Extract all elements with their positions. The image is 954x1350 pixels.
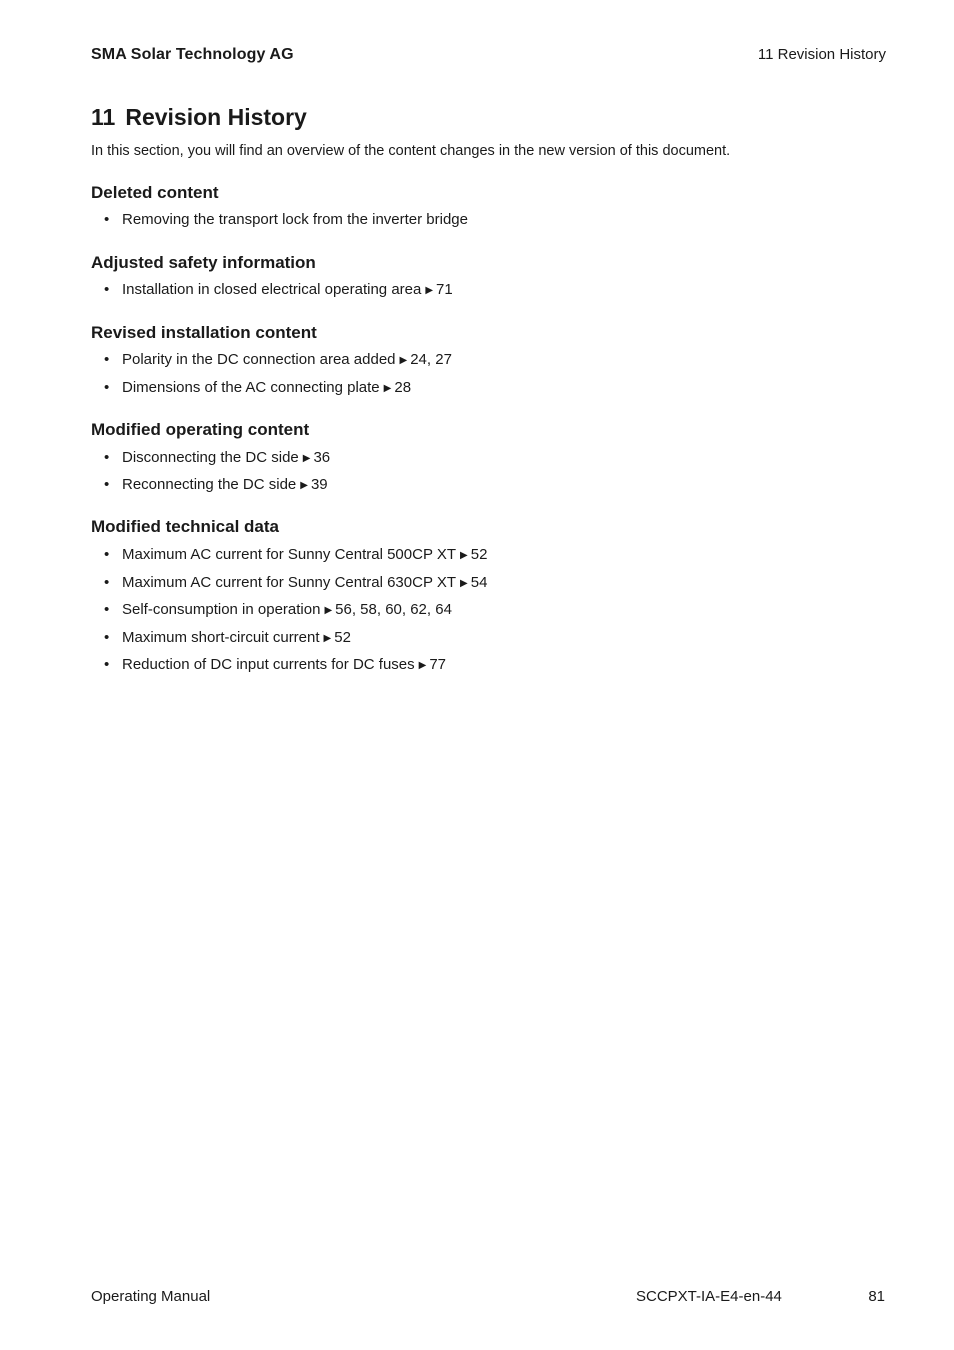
list-item [104,601,452,618]
list-item [104,574,487,591]
list-item-text: Maximum short-circuit current [122,629,320,646]
section-title-modified-technical-data: Modified technical data [91,517,279,536]
list-item-text: Maximum AC current for Sunny Central 630CP XT [122,574,457,591]
bullet-icon: • [104,629,110,646]
list-item-text: Reduction of DC input currents for DC fuses [122,656,415,673]
section-title-deleted-content: Deleted content [91,183,219,202]
page-title [91,104,307,131]
page-ref-arrow-icon: ▶ [425,285,434,296]
page-ref-arrow-icon: ▶ [418,660,427,671]
section-title-modified-operating: Modified operating content [91,420,310,439]
list-item [104,379,411,396]
list-item [104,546,487,563]
bullet-icon: • [104,351,110,368]
bullet-icon: • [104,211,110,228]
chapter-title: Revision History [125,104,307,130]
bullet-icon: • [104,601,110,618]
footer-doc-type: Operating Manual [91,1288,211,1305]
list-item-text: Dimensions of the AC connecting plate [122,379,380,396]
page-ref-link[interactable]: 77 [429,656,447,673]
bullet-icon: • [104,281,110,298]
page-ref-arrow-icon: ▶ [323,633,332,644]
list-item [104,656,446,673]
chapter-number: 11 [91,104,116,130]
footer-doc-code: SCCPXT-IA-E4-en-44 [636,1288,782,1305]
list-item [104,476,328,493]
page-ref-arrow-icon: ▶ [460,578,468,589]
list-item [104,211,468,228]
page-ref-link[interactable]: 54 [470,574,488,591]
bullet-icon: • [104,379,110,396]
list-item [104,449,330,466]
list-item-text: Installation in closed electrical operating area [122,281,422,298]
list-item-text: Removing the transport lock from the inverter bridge [122,211,468,228]
page-ref-link[interactable]: 24, 27 [410,351,452,368]
page-number: 81 [868,1288,885,1305]
header-chapter: 11 Revision History [757,46,886,63]
list-item [104,351,452,368]
bullet-icon: • [104,476,110,493]
bullet-icon: • [104,546,110,563]
page-ref-arrow-icon: ▶ [399,355,408,366]
page-ref-arrow-icon: ▶ [300,480,308,491]
list-item [104,629,351,646]
page-ref-link[interactable]: 52 [334,629,351,646]
bullet-icon: • [104,656,110,673]
section-title-revised-installation: Revised installation content [91,323,317,342]
section-title-adjusted-safety: Adjusted safety information [91,253,316,272]
page-ref-link[interactable]: 36 [313,449,331,466]
list-item-text: Polarity in the DC connection area added [122,351,396,368]
list-item-text: Self-consumption in operation [122,601,321,618]
page-ref-link[interactable]: 39 [310,476,328,493]
bullet-icon: • [104,574,110,591]
page-ref-arrow-icon: ▶ [383,383,392,394]
intro-text: In this section, you will find an overview of the content changes in the new version of this document. [91,143,731,159]
page-ref-arrow-icon: ▶ [302,453,311,464]
bullet-icon: • [104,449,110,466]
page-ref-link[interactable]: 52 [470,546,488,563]
header-company: SMA Solar Technology AG [91,46,294,63]
page-ref-link[interactable]: 71 [436,281,453,298]
page-ref-link[interactable]: 56, 58, 60, 62, 64 [335,601,452,618]
page-ref-arrow-icon: ▶ [324,605,333,616]
list-item-text: Reconnecting the DC side [122,476,297,493]
page-ref-link[interactable]: 28 [394,379,412,396]
page-ref-arrow-icon: ▶ [460,550,468,561]
list-item-text: Disconnecting the DC side [122,449,299,466]
list-item-text: Maximum AC current for Sunny Central 500CP XT [122,546,457,563]
list-item [104,281,453,298]
